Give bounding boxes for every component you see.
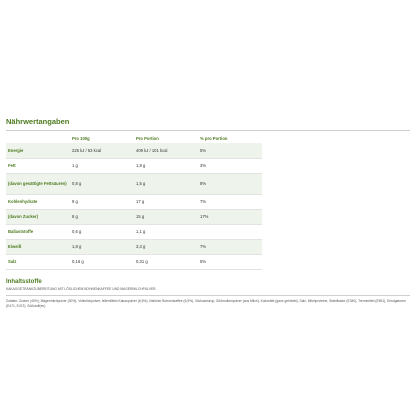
nutrient-label: (davon gesättigte Fettsäuren) (6, 173, 70, 194)
value-percent-portion: 7% (198, 194, 262, 209)
content (6, 117, 410, 309)
value-percent-portion: 5% (198, 143, 262, 158)
header-label (6, 134, 70, 143)
value-per-100g: 1,8 g (70, 239, 134, 254)
value-percent-portion: 3% (198, 158, 262, 173)
nutrient-label: Eiweiß (6, 239, 70, 254)
header-percent-portion: % pro Portion (200, 136, 228, 141)
value-per-100g: 0,16 g (70, 254, 134, 269)
ingredients-section (6, 279, 410, 309)
value-percent-portion: 17% (198, 209, 262, 224)
header-per-portion: Pro Portion (136, 136, 159, 141)
value-per-portion: 1,1 g (134, 224, 198, 239)
value-per-100g: 225 kJ / 53 kcal (70, 143, 134, 158)
nutrient-label: Salz (6, 254, 70, 269)
table-row (6, 173, 262, 194)
nutrition-table-body (6, 143, 262, 269)
ingredients-subtitle: KAKAOGETRÄNKZUBEREITUNG MIT LÖSLICHEM BOHNENKAFFEE UND MAGERMILCHPULVER. (6, 286, 157, 291)
table-row (6, 143, 262, 158)
value-per-100g: 8 g (70, 209, 134, 224)
nutrition-table (6, 134, 262, 270)
value-per-portion: 409 kJ / 101 kcal (134, 143, 198, 158)
value-per-100g: 0,6 g (70, 224, 134, 239)
ingredients-divider (6, 295, 410, 296)
ingredients-title: Inhaltsstoffe (6, 278, 42, 285)
table-row (6, 239, 262, 254)
value-percent-portion: 5% (198, 254, 262, 269)
value-per-100g: 9 g (70, 194, 134, 209)
nutrition-divider (6, 130, 410, 131)
value-per-portion: 1,5 g (134, 173, 198, 194)
value-per-portion: 15 g (134, 209, 198, 224)
table-row (6, 194, 262, 209)
value-percent-portion: 7% (198, 239, 262, 254)
nutrient-label: Fett (6, 158, 70, 173)
value-percent-portion: 8% (198, 173, 262, 194)
table-row (6, 224, 262, 239)
value-per-portion: 0,31 g (134, 254, 198, 269)
table-row (6, 254, 262, 269)
nutrient-label: Kohlenhydrate (6, 194, 70, 209)
header-per-100g: Pro 100g (72, 136, 90, 141)
value-per-100g: 1 g (70, 158, 134, 173)
value-per-portion: 17 g (134, 194, 198, 209)
ingredients-text: Zutaten: Zucker (40%), Magermilchpulver (30%), Vollmilchpulver, teilentöltes Kakaopulver (6,5%), löslicher Bohnenkaffee (6,5%), Glukosesirup, Süßmolkenpulver (aus Milch), Kokosfett (ganz gehärtet), Salz, Milchproteine, Stabilisator (E340), Trennmittel (E551), Emulgatoren (E471, E472), Süßstoff(en). (6, 298, 406, 308)
nutrient-label: (davon Zucker) (6, 209, 70, 224)
value-percent-portion (198, 224, 262, 239)
nutrition-header-row (6, 134, 262, 143)
nutrient-label: Ballaststoffe (6, 224, 70, 239)
table-row (6, 209, 262, 224)
table-row (6, 158, 262, 173)
nutrition-title: Nährwertangaben (6, 117, 70, 126)
nutrient-label: Energie (6, 143, 70, 158)
value-per-100g: 0,8 g (70, 173, 134, 194)
value-per-portion: 3,3 g (134, 239, 198, 254)
value-per-portion: 1,8 g (134, 158, 198, 173)
